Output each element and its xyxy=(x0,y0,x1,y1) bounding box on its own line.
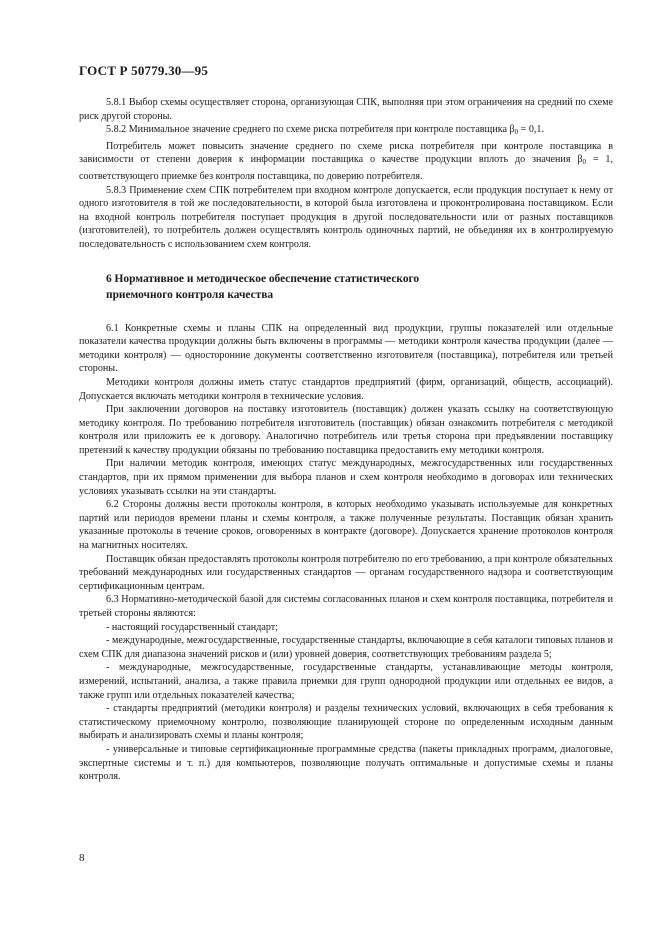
paragraph-provide: Поставщик обязан предоставлять протоколы контроля потребителю по его требованию, а при контроле обязательных требований международных или государственных стандартов — органам государственного надзора и соответствующим сертификационным центрам. xyxy=(79,553,613,592)
list-item: - международные, межгосударственные, государственные стандарты, включающие в себя каталоги типовых планов и схем СПК для диапазона значений рисков и (или) уровней доверия, соответствующих требованиям раздела 5; xyxy=(79,635,613,660)
paragraph-5-8-1: 5.8.1 Выбор схемы осуществляет сторона, организующая СПК, выполняя при этом ограничения на средний по схеме риск другой стороны. xyxy=(79,97,613,122)
list-item: - универсальные и типовые сертификационные программные средства (пакеты прикладных программ, диалоговые, экспертные системы и т. п.) для компьютеров, позволяющие получать оптимальные и допустимые схемы и планы контроля. xyxy=(79,743,613,783)
text-raise-a: Потребитель может повысить значение среднего по схеме риска потребителя при контроле поставщика в зависимости от степени доверия к информации поставщика о качестве продукции вплоть до значения β xyxy=(79,140,613,166)
paragraph-international: При наличии методик контроля, имеющих статус международных, межгосударственных или государственных стандартов, при их прямом применении для выбора планов и схем контроля необходимо в договорах или технических условиях указывать ссылки на эти стандарты. xyxy=(79,458,613,497)
text-5-8-2-b: = 0,1. xyxy=(518,124,545,136)
paragraph-6-2: 6.2 Стороны должны вести протоколы контроля, в которых необходимо указывать используемые для конкретных партий или периодов времени планы и схемы контроля, а также полученные результаты. Поставщик обязан хранить указанные протоколы в течение сроков, оговоренных в контракте (договоре). Допускается хранение протоколов контроля на магнитных носителях. xyxy=(79,499,613,552)
paragraph-6-3: 6.3 Нормативно-методической базой для системы согласованных планов и схем контроля поставщика, потребителя и третьей стороны являются: xyxy=(79,594,613,619)
paragraph-contract: При заключении договоров на поставку изготовитель (поставщик) должен указать ссылку на соответствующую методику контроля. По требованию потребителя изготовитель (поставщик) обязан ознакомить потребителя с методикой контроля или приложить ее к договору. Аналогично потребитель или третья сторона при предъявлении поставщику претензий к качеству продукции обязаны по требованию поставщика предоставить ему методики контроля. xyxy=(79,404,613,456)
paragraph-5-8-3: 5.8.3 Применение схем СПК потребителем при входном контроле допускается, если продукция поступает к нему от одного изготовителя в той же последовательности, в которой была изготовлена и проконтролирована поставщиком. Если на входной контроль потребителя поступает продукция в другой последовательности или от разных поставщиков (изготовителей), то потребитель должен осуществлять контроль одиночных партий, не объединяя их в контролируемую последовательность с использованием схем контроля. xyxy=(79,184,613,250)
text-5-8-2-a: 5.8.2 Минимальное значение среднего по схеме риска потребителя при контроле поставщика β xyxy=(106,124,515,136)
beta-subscript: 0 xyxy=(582,158,586,167)
section-6-heading-line-1: 6 Нормативное и методическое обеспечение статистического xyxy=(106,272,420,285)
document-body xyxy=(79,96,613,784)
beta-subscript: 0 xyxy=(514,128,519,137)
section-6-heading xyxy=(79,271,613,303)
page-number: 8 xyxy=(79,852,85,864)
document-header: ГОСТ Р 50779.30—95 xyxy=(79,63,209,78)
section-6-heading-line-2: приемочного контроля качества xyxy=(106,288,274,301)
paragraph-5-8-2 xyxy=(79,123,613,140)
list-item: - международные, межгосударственные, государственные стандарты, устанавливающие методы контроля, измерений, испытаний, анализа, а также правила приемки для групп однородной продукции или отдельных ее видов, а также групп или отдельных показателей качества; xyxy=(79,662,613,701)
paragraph-status: Методики контроля должны иметь статус стандартов предприятий (фирм, организаций, обществ, ассоциаций). Допускается включать методики контроля в технические условия. xyxy=(79,376,613,402)
list-item: - стандарты предприятий (методики контроля) и разделы технических условий, включающих в себя требования к статистическому приемочному контролю, позволяющие планирующей стороне по определенным исходным данным выбирать и анализировать схемы и планы контроля; xyxy=(79,703,613,742)
text-raise-b: = 1, соответствующего приемке без контроля поставщика, по доверию потребителя. xyxy=(79,154,614,182)
paragraph-6-1: 6.1 Конкретные схемы и планы СПК на определенный вид продукции, группы показателей или отдельные показатели качества продукции должны быть включены в программы — методики контроля качества продукции (далее — методики контроля) — односторонние документы соответственно изготовителя (поставщика), потребителя или третьей стороны. xyxy=(79,322,613,375)
list-item: - настоящий государственный стандарт; xyxy=(106,621,278,633)
paragraph-raise-risk xyxy=(79,140,613,184)
